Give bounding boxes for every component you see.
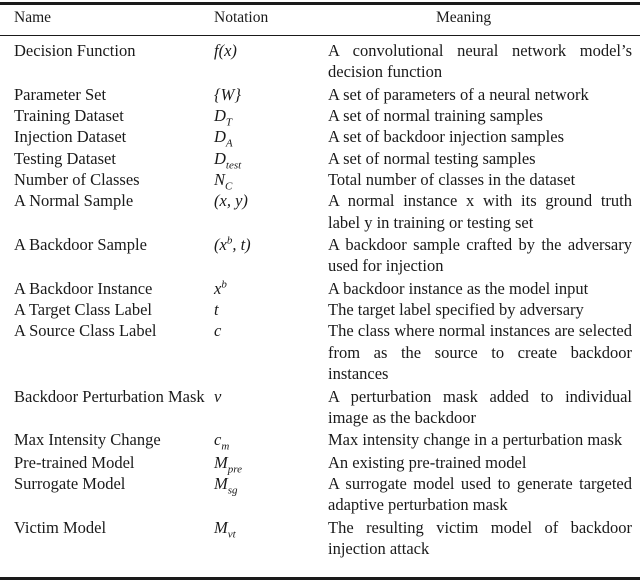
row-notation — [214, 517, 328, 560]
notation-part: (x — [214, 235, 227, 255]
notation-table-body — [0, 40, 640, 559]
row-notation — [214, 320, 328, 384]
table-row — [0, 429, 640, 453]
notation-part: f(x) — [214, 41, 237, 60]
table-top-rule — [0, 2, 640, 5]
table-row — [0, 320, 640, 384]
table-row — [0, 84, 640, 105]
table-row — [0, 473, 640, 516]
row-name: Victim Model — [14, 517, 107, 537]
row-notation — [214, 473, 328, 516]
row-name: A Normal Sample — [14, 191, 134, 211]
row-name: Max Intensity Change — [14, 430, 161, 450]
row-meaning: The target label specified by adversary — [328, 300, 584, 320]
notation-part: D — [214, 127, 226, 147]
row-notation — [214, 169, 328, 193]
row-notation — [214, 234, 328, 277]
header-name: Name — [14, 9, 52, 26]
notation-part: M — [214, 517, 228, 537]
table-row — [0, 386, 640, 429]
notation-part: v — [214, 386, 222, 406]
row-notation — [214, 278, 328, 299]
row-meaning: The class where normal instances are selected from as the source to create backdoor instances — [328, 321, 632, 384]
row-name: Parameter Set — [14, 84, 107, 104]
notation-part: pre — [227, 463, 243, 476]
notation-part: {W} — [214, 84, 241, 104]
table-row — [0, 517, 640, 560]
notation-part: , t) — [232, 235, 251, 255]
notation-part: A — [225, 137, 233, 150]
table-row — [0, 452, 640, 476]
row-meaning: A convolutional neural network model’s decision function — [328, 41, 632, 82]
row-name: Training Dataset — [14, 106, 124, 126]
notation-part: (x, y) — [214, 191, 248, 211]
row-notation — [214, 105, 328, 129]
row-notation — [214, 429, 328, 453]
row-name: Testing Dataset — [14, 148, 116, 168]
row-notation — [214, 126, 328, 150]
notation-part: x — [214, 278, 222, 298]
table-row — [0, 299, 640, 320]
notation-part: t — [214, 300, 219, 320]
row-notation — [214, 190, 328, 233]
row-name: A Target Class Label — [14, 300, 153, 320]
notation-part: N — [214, 169, 226, 189]
row-name: Injection Dataset — [14, 127, 127, 147]
notation-part: test — [225, 158, 242, 171]
notation-part: vt — [227, 528, 236, 541]
notation-part: c — [214, 321, 222, 341]
row-name: Decision Function — [14, 41, 136, 60]
row-name: Backdoor Perturbation Mask — [14, 386, 205, 406]
row-meaning: A normal instance x with its ground truth label y in training or testing set — [328, 191, 632, 232]
notation-part: C — [225, 180, 233, 193]
row-meaning: A surrogate model used to generate targeted adaptive perturbation mask — [328, 474, 632, 515]
header-rule — [0, 35, 640, 36]
header-notation: Notation — [214, 9, 269, 26]
notation-part: D — [214, 148, 226, 168]
row-name: Number of Classes — [14, 169, 140, 189]
table-row — [0, 278, 640, 299]
row-name: A Backdoor Instance — [14, 278, 153, 298]
row-meaning: Max intensity change in a perturbation mask — [328, 430, 623, 450]
row-meaning: A backdoor sample crafted by the adversary used for injection — [328, 235, 632, 276]
notation-part: b — [226, 234, 233, 247]
notation-part: m — [221, 440, 230, 453]
row-meaning: A set of parameters of a neural network — [328, 84, 589, 104]
notation-part: M — [214, 452, 228, 472]
notation-part: b — [221, 278, 227, 291]
table-row — [0, 169, 640, 193]
table-row — [0, 234, 640, 277]
table-row — [0, 190, 640, 233]
table-row — [0, 148, 640, 169]
row-name: Pre-trained Model — [14, 452, 135, 472]
row-notation — [214, 299, 328, 320]
table-row — [0, 105, 640, 129]
notation-part: c — [214, 430, 222, 450]
notation-part: D — [214, 106, 226, 126]
row-name: A Source Class Label — [14, 321, 157, 341]
row-meaning: A backdoor instance as the model input — [328, 278, 589, 298]
row-notation — [214, 84, 328, 105]
row-notation — [214, 386, 328, 429]
row-meaning: A perturbation mask added to individual image as the backdoor — [328, 386, 632, 427]
row-meaning: A set of backdoor injection samples — [328, 127, 564, 147]
row-notation — [214, 148, 328, 169]
row-notation — [214, 452, 328, 476]
row-meaning: An existing pre-trained model — [328, 452, 527, 472]
table-row — [0, 126, 640, 150]
notation-part: T — [225, 116, 233, 129]
row-notation — [214, 40, 328, 83]
row-meaning: A set of normal testing samples — [328, 148, 536, 168]
row-name: A Backdoor Sample — [14, 235, 147, 255]
notation-part: sg — [227, 484, 238, 497]
table-row — [0, 40, 640, 83]
row-meaning: The resulting victim model of backdoor injection attack — [328, 517, 632, 559]
row-meaning: Total number of classes in the dataset — [328, 169, 576, 189]
row-name: Surrogate Model — [14, 474, 126, 494]
table-bottom-rule — [0, 577, 640, 580]
notation-part: M — [214, 474, 228, 494]
header-meaning: Meaning — [436, 9, 492, 26]
row-meaning: A set of normal training samples — [328, 106, 543, 126]
